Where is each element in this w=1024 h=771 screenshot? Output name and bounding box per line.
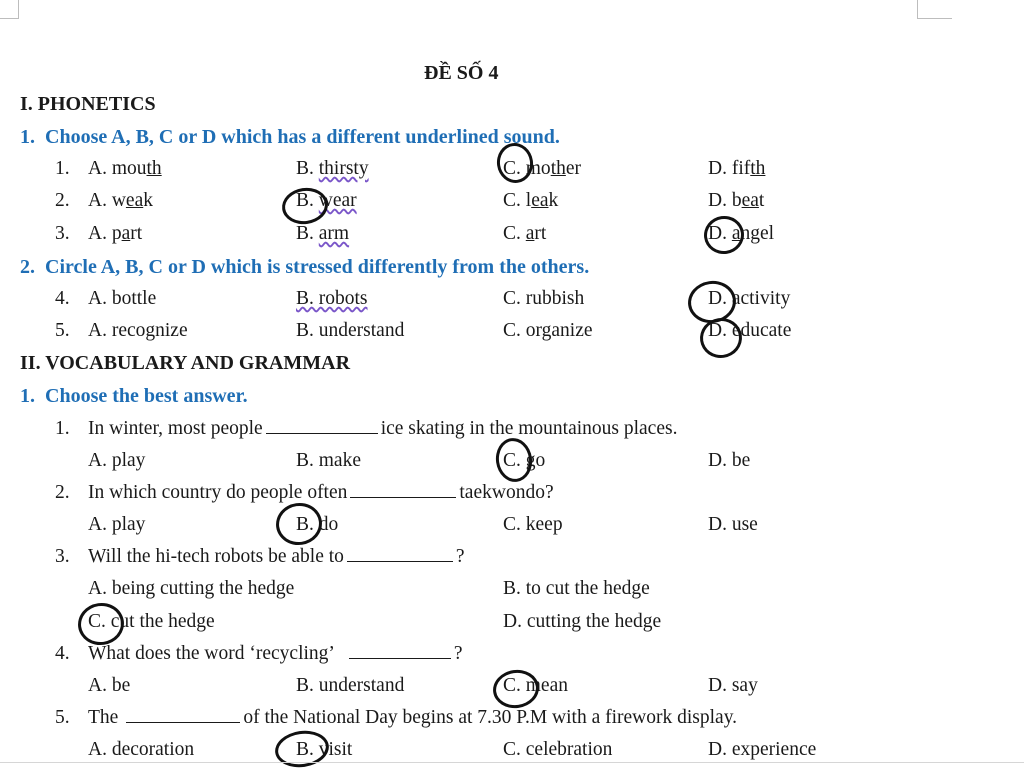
phonetics-row-num: 1. [55,158,70,179]
subsection-heading-different-sound: 1. Choose A, B, C or D which has a different underlined sound. [20,126,560,148]
option-c: C. celebration [503,739,613,760]
question-number: 2. [55,482,70,503]
option-c: C. cut the hedge [88,611,215,632]
question-stem: The of the National Day begins at 7.30 P.M with a firework display. [88,707,738,728]
question-stem: Will the hi-tech robots be able to ? [88,546,465,567]
option-c: C. art [503,223,547,244]
stress-row-num: 4. [55,288,70,309]
option-d: D. beat [708,190,765,211]
option-d: D. use [708,514,758,535]
question-number: 3. [55,546,70,567]
option-d: D. say [708,675,758,696]
option-b: B. visit [296,739,353,760]
option-a: A. play [88,450,146,471]
page-bottom-border [0,762,1024,763]
option-d: D. cutting the hedge [503,611,662,632]
option-a: A. mouth [88,158,162,179]
option-b: B. arm [296,223,350,244]
option-a: A. play [88,514,146,535]
option-d: D. angel [708,223,775,244]
option-d: D. educate [708,320,792,341]
option-a: A. part [88,223,143,244]
option-c: C. organize [503,320,593,341]
section-heading-phonetics: I. PHONETICS [20,93,156,115]
option-a: A. be [88,675,131,696]
option-b: B. thirsty [296,158,369,179]
option-c: C. keep [503,514,563,535]
option-a: A. bottle [88,288,157,309]
page-corner-mark-left [0,0,19,19]
option-d: D. fifth [708,158,766,179]
option-c: C. go [503,450,546,471]
option-c: C. mother [503,158,582,179]
phonetics-row-num: 3. [55,223,70,244]
option-b: B. wear [296,190,357,211]
option-c: C. mean [503,675,568,696]
option-a: A. weak [88,190,153,211]
option-c: C. leak [503,190,559,211]
subsection-heading-best-answer: 1. Choose the best answer. [20,385,248,407]
subsection-heading-stress: 2. Circle A, B, C or D which is stressed differently from the others. [20,256,590,278]
option-b: B. make [296,450,361,471]
option-b: B. to cut the hedge [503,578,650,599]
question-stem: In which country do people often taekwondo? [88,482,554,503]
option-a: A. recognize [88,320,188,341]
question-number: 5. [55,707,70,728]
option-b: B. do [296,514,339,535]
question-number: 1. [55,418,70,439]
option-d: D. be [708,450,751,471]
stress-row-num: 5. [55,320,70,341]
option-a: A. decoration [88,739,195,760]
section-heading-vocabulary: II. VOCABULARY AND GRAMMAR [20,352,351,374]
question-stem: What does the word ‘recycling’ ? [88,643,463,664]
page-corner-mark-right [917,0,952,19]
option-b: B. understand [296,320,405,341]
option-d: D. activity [708,288,791,309]
phonetics-row-num: 2. [55,190,70,211]
question-number: 4. [55,643,70,664]
exam-title: ĐỀ SỐ 4 [424,62,499,84]
option-a: A. being cutting the hedge [88,578,295,599]
option-d: D. experience [708,739,817,760]
option-b: B. understand [296,675,405,696]
option-c: C. rubbish [503,288,585,309]
option-b: B. robots [296,288,368,309]
question-stem: In winter, most people ice skating in the mountainous places. [88,418,678,439]
